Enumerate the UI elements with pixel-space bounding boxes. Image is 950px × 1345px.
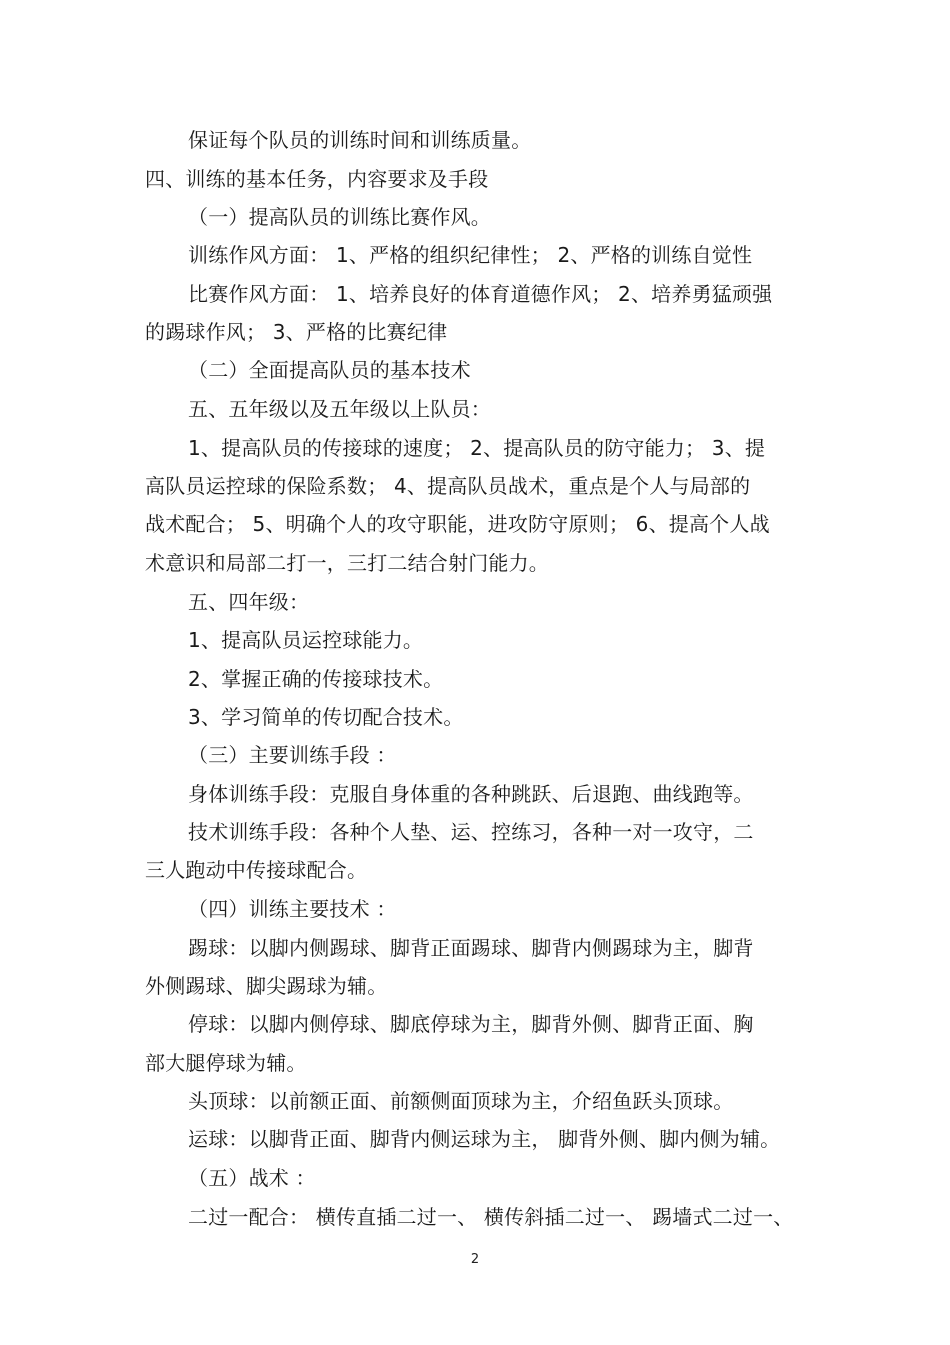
list-item: 1、提高队员运控球能力。 (188, 628, 424, 652)
subsection-heading: （三）主要训练手段 ： (188, 743, 397, 767)
text-line: 踢球：以脚内侧踢球、脚背正面踢球、脚背内侧踢球为主，脚背 (188, 936, 754, 960)
text-line: 技术训练手段：各种个人垫、运、控练习，各种一对一攻守，二 (188, 820, 754, 844)
text-line: 高队员运控球的保险系数； 4、提高队员战术，重点是个人与局部的 (145, 474, 751, 498)
text-line: 部大腿停球为辅。 (145, 1051, 307, 1075)
text-line: 身体训练手段：克服自身体重的各种跳跃、后退跑、曲线跑等。 (188, 782, 754, 806)
subsection-heading: （二）全面提高队员的基本技术 (188, 358, 471, 382)
text-line: 战术配合； 5、明确个人的攻守职能，进攻防守原则； 6、提高个人战 (145, 512, 770, 536)
text-line: 1、提高队员的传接球的速度； 2、提高队员的防守能力； 3、提 (188, 436, 766, 460)
text-line: 训练作风方面： 1、严格的组织纪律性； 2、严格的训练自觉性 (188, 243, 753, 267)
text-line: 三人跑动中传接球配合。 (145, 858, 368, 882)
list-item: 3、学习简单的传切配合技术。 (188, 705, 464, 729)
section-heading: 五、四年级： (188, 590, 310, 614)
text-line: 外侧踢球、脚尖踢球为辅。 (145, 974, 388, 998)
text-line: 术意识和局部二打一，三打二结合射门能力。 (145, 551, 549, 575)
text-line: 二过一配合： 横传直插二过一、 横传斜插二过一、 踢墙式二过一、 (188, 1205, 794, 1229)
text-line: 停球：以脚内侧停球、脚底停球为主，脚背外侧、脚背正面、胸 (188, 1012, 754, 1036)
section-heading: 四、训练的基本任务，内容要求及手段 (145, 167, 489, 191)
subsection-heading: （四）训练主要技术 ： (188, 897, 397, 921)
text-line: 比赛作风方面： 1、培养良好的体育道德作风； 2、培养勇猛顽强 (188, 282, 773, 306)
list-item: 2、掌握正确的传接球技术。 (188, 667, 444, 691)
text-line: 头顶球：以前额正面、前额侧面顶球为主，介绍鱼跃头顶球。 (188, 1089, 734, 1113)
section-heading: 五、五年级以及五年级以上队员： (188, 397, 491, 421)
text-line: 运球：以脚背正面、脚背内侧运球为主， 脚背外侧、脚内侧为辅。 (188, 1127, 781, 1151)
text-line: 保证每个队员的训练时间和训练质量。 (188, 128, 532, 152)
text-line: 的踢球作风； 3、严格的比赛纪律 (145, 320, 448, 344)
subsection-heading: （一）提高队员的训练比赛作风。 (188, 205, 491, 229)
subsection-heading: （五）战术 ： (188, 1166, 316, 1190)
page-number: 2 (470, 1252, 480, 1267)
